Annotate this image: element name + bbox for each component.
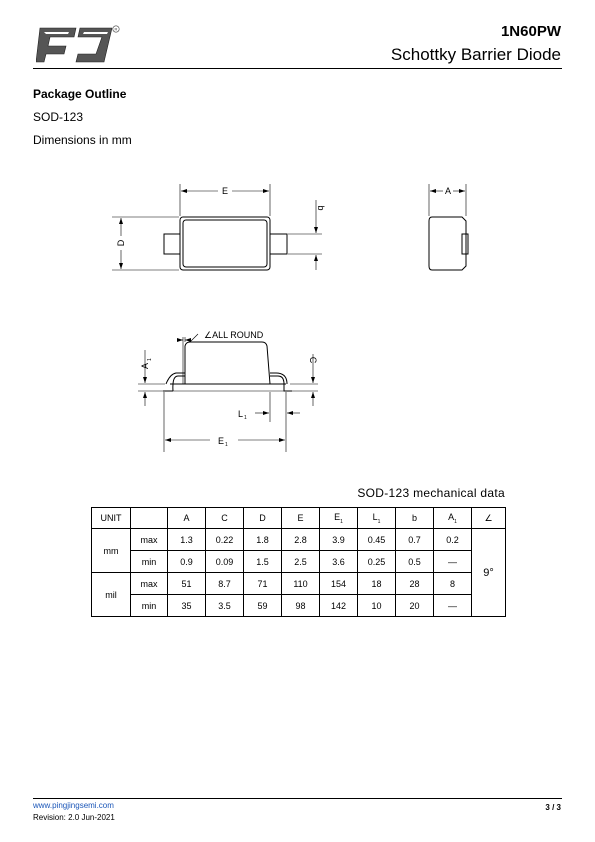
top-view-lead-left [164,234,180,254]
value-cell: 0.5 [396,551,434,573]
value-cell: 3.5 [206,595,244,617]
svg-text:R: R [114,26,118,32]
value-cell: 98 [282,595,320,617]
dimensions-note: Dimensions in mm [33,133,132,147]
dim-label-L1-sub: 1 [244,415,247,421]
value-cell: 2.5 [282,551,320,573]
value-cell: 0.7 [396,529,434,551]
table-row [92,551,506,573]
value-cell: 8.7 [206,573,244,595]
header-cell: ∠ [472,508,506,529]
footer-divider [33,798,562,799]
company-logo [36,24,121,64]
value-cell: 20 [396,595,434,617]
value-cell: 154 [320,573,358,595]
dim-label-L1: L [238,409,244,419]
value-cell: 3.9 [320,529,358,551]
value-cell: 2.8 [282,529,320,551]
value-cell: 0.9 [168,551,206,573]
limit-cell: min [131,551,168,573]
header-cell [131,508,168,529]
table-header-row [92,508,506,529]
top-view-body-inner [183,220,267,267]
value-cell: 1.8 [244,529,282,551]
end-view-body [429,217,466,270]
website-link[interactable]: www.pingjingsemi.com [33,801,114,810]
part-number: 1N60PW [500,23,561,40]
end-view-lead [462,234,468,254]
dim-label-D: D [116,239,126,247]
header-cell: UNIT [92,508,131,529]
dim-label-A1-sub: 1 [147,358,153,361]
header-cell: $E_1$ [320,508,358,529]
mechanical-data-table [91,507,506,617]
unit-cell: mil [92,573,131,617]
unit-cell: mm [92,529,131,573]
value-cell: 8 [434,573,472,595]
side-view-body [185,342,270,384]
angle-cell: 9° [472,529,506,617]
value-cell: 35 [168,595,206,617]
table-row [92,573,506,595]
package-name: SOD-123 [33,110,84,124]
header-cell: C [206,508,244,529]
value-cell: 110 [282,573,320,595]
dim-label-E1: E [218,436,225,446]
package-outline-drawing [0,170,595,460]
revision-info: Revision: 2.0 Jun-2021 [33,813,115,822]
value-cell: 18 [358,573,396,595]
section-title: Package Outline [33,87,127,101]
value-cell: 71 [244,573,282,595]
value-cell: 59 [244,595,282,617]
value-cell: — [434,595,472,617]
header-cell: D [244,508,282,529]
value-cell: 10 [358,595,396,617]
value-cell: 0.45 [358,529,396,551]
page-number: 3 / 3 [545,803,561,812]
limit-cell: max [131,573,168,595]
dim-label-A1: A [140,362,150,370]
dim-label-E: E [221,186,229,196]
top-view-lead-right [270,234,287,254]
table-row [92,529,506,551]
value-cell: 0.2 [434,529,472,551]
header-cell: $A_1$ [434,508,472,529]
table-row [92,595,506,617]
top-view-body-outer [180,217,270,270]
limit-cell: max [131,529,168,551]
value-cell: 0.25 [358,551,396,573]
header-cell: $L_1$ [358,508,396,529]
dim-label-b: b [316,205,326,211]
header-cell: b [396,508,434,529]
dim-label-A: A [444,186,452,196]
limit-cell: min [131,595,168,617]
document-subtitle: Schottky Barrier Diode [390,45,561,64]
value-cell: 0.22 [206,529,244,551]
value-cell: 1.3 [168,529,206,551]
all-round-label: ∠ALL ROUND [204,330,264,340]
value-cell: 1.5 [244,551,282,573]
value-cell: 142 [320,595,358,617]
value-cell: 0.09 [206,551,244,573]
value-cell: — [434,551,472,573]
dim-label-E1-sub: 1 [225,442,228,448]
header-divider [33,68,562,69]
header-cell: A [168,508,206,529]
table-caption: SOD-123 mechanical data [357,486,505,500]
value-cell: 3.6 [320,551,358,573]
header-cell: E [282,508,320,529]
value-cell: 28 [396,573,434,595]
dim-label-C: C [308,356,318,364]
value-cell: 51 [168,573,206,595]
